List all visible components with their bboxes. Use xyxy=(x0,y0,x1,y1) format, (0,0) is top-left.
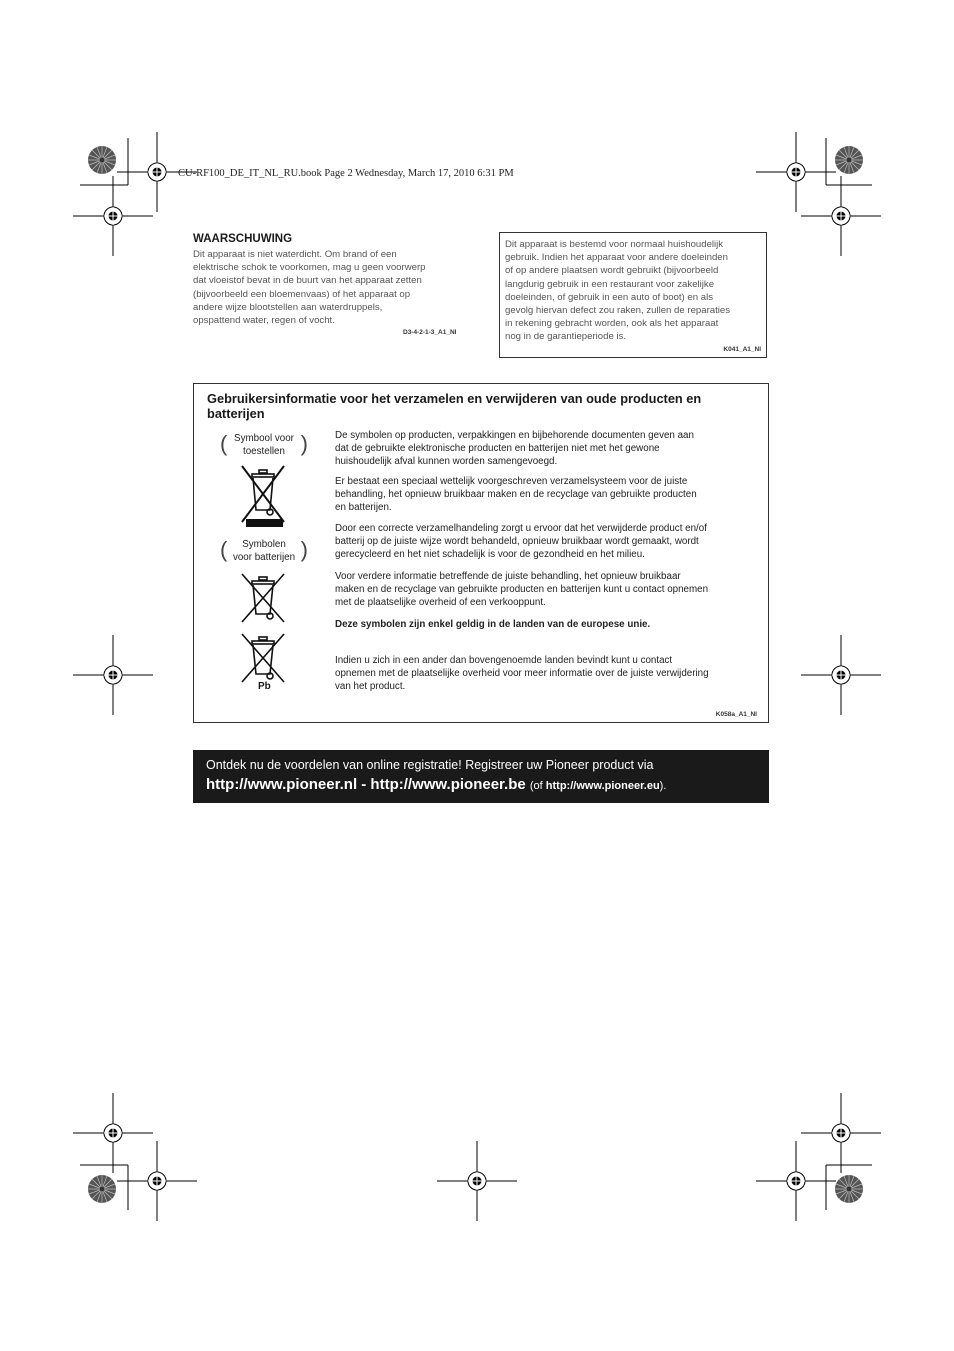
paragraph-line: Door een correcte verzamelhandeling zorgt u ervoor dat het verwijderde product en/of xyxy=(335,523,707,534)
book-page-header: CU-RF100_DE_IT_NL_RU.book Page 2 Wednesday, March 17, 2010 6:31 PM xyxy=(178,168,514,179)
household-notice-box xyxy=(499,232,767,358)
crossed-bin-batteries-icon xyxy=(240,572,286,626)
registration-main-urls[interactable]: http://www.pioneer.nl - http://www.pioneer.be xyxy=(206,776,526,793)
registration-alt-url[interactable]: http://www.pioneer.eu xyxy=(545,780,660,792)
paragraph-line: huishoudelijk afval kunnen worden samengevoegd. xyxy=(335,456,558,468)
paragraph-line: De symbolen op producten, verpakkingen en bijbehorende documenten geven aan xyxy=(335,430,694,441)
registration-text: Ontdek nu de voordelen van online registratie! Registreer uw Pioneer product via xyxy=(206,758,654,772)
warning-line: andere wijze blootstellen aan waterdruppels, xyxy=(193,301,383,313)
solid-bar-icon xyxy=(246,519,283,527)
notice-line: in rekening gebracht worden, ook als het apparaat xyxy=(505,318,719,330)
disposal-paragraph-3 xyxy=(335,522,760,562)
warning-line: Dit apparaat is niet waterdicht. Om brand of een xyxy=(193,249,397,260)
disposal-paragraph-4 xyxy=(335,570,760,610)
warning-code: D3-4-2-1-3_A1_Nl xyxy=(403,329,457,336)
paragraph-line: en batterijen. xyxy=(335,502,392,514)
symbol-devices-label-line: toestellen xyxy=(243,446,285,457)
symbol-batteries-label-line: voor batterijen xyxy=(232,552,296,563)
disposal-paragraph-1 xyxy=(335,429,760,469)
pb-label: Pb xyxy=(258,681,271,692)
registration-banner xyxy=(193,750,769,803)
notice-line: of op andere plaatsen wordt gebruikt (bijvoorbeeld xyxy=(505,265,719,277)
registration-alt-prefix: (of xyxy=(529,780,546,792)
disposal-code: K058a_A1_Nl xyxy=(715,711,757,718)
notice-line: nog in de garantieperiode is. xyxy=(505,331,627,343)
disposal-paragraph-2 xyxy=(335,475,760,515)
registration-alt-suffix: ). xyxy=(659,780,667,792)
paragraph-line: dat de gebruikte elektronische producten en batterijen niet met het gewone xyxy=(335,443,660,455)
paragraph-line: van het product. xyxy=(335,681,406,693)
disposal-final-paragraph xyxy=(335,654,760,694)
warning-line: (bijvoorbeeld een bloemenvaas) of het apparaat op xyxy=(193,288,411,300)
crossed-bin-pb-icon xyxy=(240,632,286,686)
crossed-bin-devices-icon xyxy=(240,464,286,526)
notice-line: gebruik. Indien het apparaat voor andere doeleinden xyxy=(505,252,728,264)
warning-line: dat vloeistof bevat in de buurt van het apparaat zetten xyxy=(193,275,422,287)
notice-line: gevolg hiervan defect zou raken, zullen de reparaties xyxy=(505,305,731,317)
paragraph-line: gerecycleerd en het niet schadelijk is voor de gezondheid en het milieu. xyxy=(335,549,645,561)
paragraph-line: Voor verdere informatie betreffende de juiste behandling, het opnieuw bruikbaar xyxy=(335,571,681,582)
household-notice-text xyxy=(505,238,763,344)
warning-text xyxy=(193,248,471,327)
disposal-eu-note: Deze symbolen zijn enkel geldig in de landen van de europese unie. xyxy=(335,619,651,630)
symbol-devices-label-line: Symbool voor xyxy=(234,433,294,444)
registration-urls xyxy=(206,776,666,793)
disposal-info-box xyxy=(193,383,769,723)
symbol-batteries-label-line: Symbolen xyxy=(242,539,286,550)
warning-line: opspattend water, regen of vocht. xyxy=(193,315,335,327)
household-notice-code: K041_A1_Nl xyxy=(723,346,761,353)
notice-line: langdurig gebruik in een restaurant voor zakelijke xyxy=(505,278,715,290)
notice-line: Dit apparaat is bestemd voor normaal huishoudelijk xyxy=(505,239,724,250)
paragraph-line: batterij op de juiste wijze wordt behandeld, opnieuw bruikbaar wordt gemaakt, wordt xyxy=(335,536,699,548)
paragraph-line: opnemen met de plaatselijke overheid voor meer informatie over de juiste verwijdering xyxy=(335,668,709,680)
paragraph-line: maken en de recyclage van gebruikte producten en batterijen kunt u contact opnemen xyxy=(335,584,709,596)
symbol-devices-label: ( Symbool voor toestellen ) xyxy=(220,431,308,457)
symbol-batteries-label: ( Symbolen voor batterijen ) xyxy=(220,537,308,563)
warning-title: WAARSCHUWING xyxy=(193,233,293,245)
paragraph-line: met de plaatselijke overheid of een verkooppunt. xyxy=(335,597,546,609)
warning-line: elektrische schok te voorkomen, mag u geen voorwerp xyxy=(193,262,426,274)
paragraph-line: behandling, het opnieuw bruikbaar maken en de recyclage van gebruikte producten xyxy=(335,489,697,501)
notice-line: doeleinden, of gebruik in een auto of boot) en als xyxy=(505,291,714,303)
disposal-title: Gebruikersinformatie voor het verzamelen en verwijderen van oude producten en batterijen xyxy=(207,391,702,421)
paragraph-line: Er bestaat een speciaal wettelijk voorgeschreven verzamelsysteem voor de juiste xyxy=(335,476,688,487)
paragraph-line: Indien u zich in een ander dan bovengenoemde landen bevindt kunt u contact xyxy=(335,655,673,666)
